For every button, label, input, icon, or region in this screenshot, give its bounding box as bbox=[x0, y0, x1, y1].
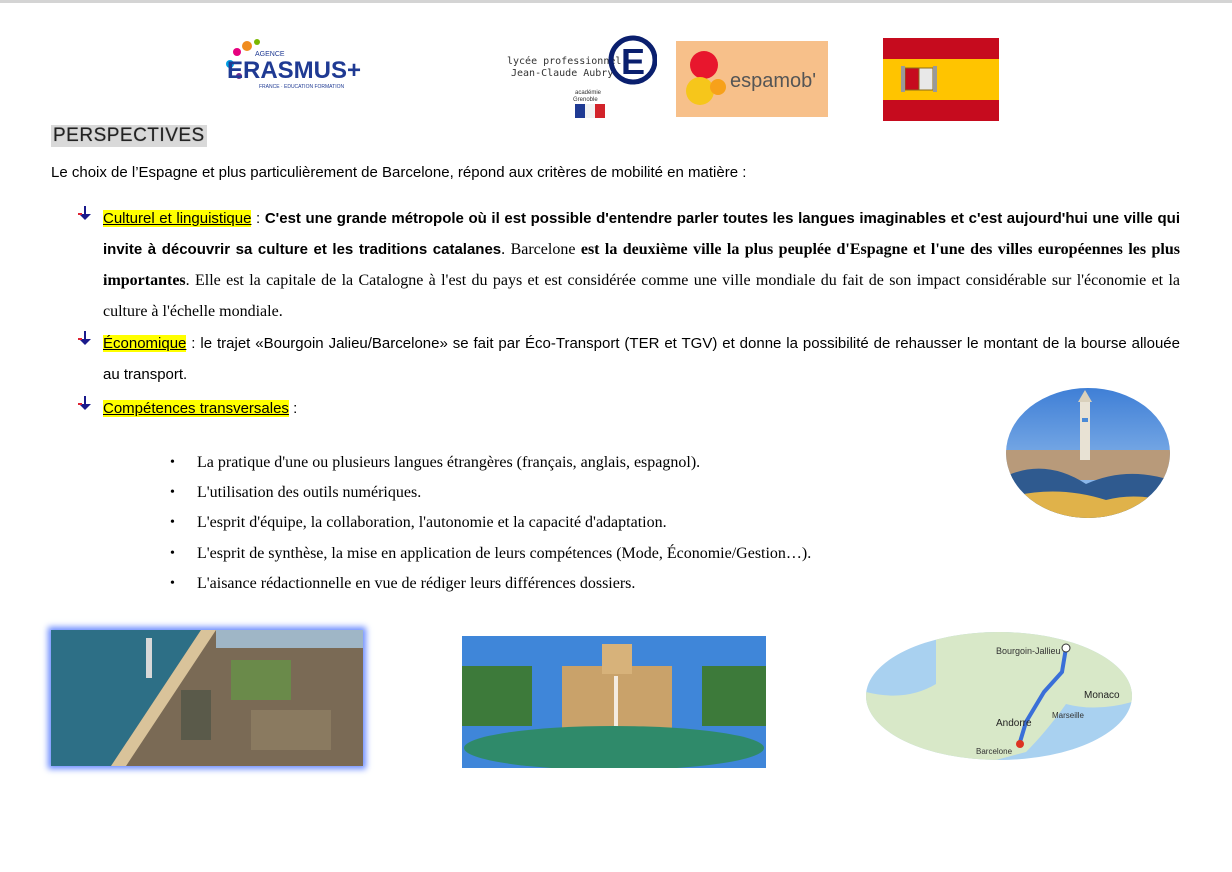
espamob-logo bbox=[676, 41, 828, 117]
barcelona-beach-photo bbox=[51, 630, 363, 766]
map-monaco-label: Monaco bbox=[1084, 690, 1120, 701]
competences-list bbox=[170, 448, 811, 599]
culturel-bold-text: C'est une grande métropole où il est possible d'entendre parler toutes les langues imaginables et c'est aujourd'hui une ville qui invite à découvrir sa culture et les traditions catalanes bbox=[103, 210, 1180, 258]
lycee-e-letter-icon: E bbox=[621, 41, 646, 82]
erasmus-plus-logo bbox=[217, 32, 395, 94]
lycee-academie-text: académie bbox=[575, 90, 602, 96]
bullet-economique-text bbox=[103, 328, 1180, 390]
intro-paragraph: Le choix de l’Espagne et plus particulièrement de Barcelone, répond aux critères de mobilité en matière : bbox=[51, 164, 747, 181]
park-guell-photo bbox=[1006, 388, 1170, 518]
culturel-text-3: . Elle est la capitale de la Catalogne à l'est du pays et est considérée comme une ville mondiale du fait de son impact considérable sur l'économie et la culture à l'échelle mondiale. bbox=[103, 272, 1180, 320]
culturel-text-2: est la deuxième ville la plus peuplée d'Espagne et l'une des villes européennes les plus importantes bbox=[103, 241, 1180, 289]
bullet-culturel-text bbox=[103, 203, 1180, 327]
spain-flag-icon bbox=[883, 38, 999, 121]
culturel-label: Culturel et linguistique bbox=[103, 210, 252, 227]
economique-text: : le trajet «Bourgoin Jalieu/Barcelone» se fait par Éco-Transport (TER et TGV) et donne la possibilité de rehausser le montant de la bourse allouée au transport. bbox=[103, 335, 1180, 383]
list-item: • L'esprit de synthèse, la mise en application de leurs compétences (Mode, Économie/Gestion…). bbox=[170, 539, 811, 569]
lycee-city-text: Grenoble bbox=[573, 97, 598, 103]
espamob-name-text: espamob' bbox=[730, 70, 817, 92]
section-title: PERSPECTIVES bbox=[53, 125, 205, 146]
arrow-bullet-icon bbox=[78, 206, 92, 220]
list-item: • L'aisance rédactionnelle en vue de rédiger leurs différences dossiers. bbox=[170, 569, 811, 599]
top-border bbox=[0, 0, 1232, 3]
bullet-competences bbox=[78, 393, 1180, 424]
erasmus-tagline-text: FRANCE · EDUCATION FORMATION bbox=[259, 84, 345, 90]
map-bourgoin-label: Bourgoin-Jallieu bbox=[996, 646, 1061, 656]
cascada-fountain-photo bbox=[462, 636, 766, 768]
arrow-bullet-icon bbox=[78, 396, 92, 410]
bullet-culturel bbox=[78, 203, 1180, 327]
erasmus-agence-text: AGENCE bbox=[255, 51, 285, 58]
lycee-line2-text: Jean-Claude Aubry bbox=[511, 68, 614, 79]
map-barcelone-label: Barcelone bbox=[976, 747, 1013, 756]
list-item: • L'esprit d'équipe, la collaboration, l'autonomie et la capacité d'adaptation. bbox=[170, 508, 811, 538]
list-item: • L'utilisation des outils numériques. bbox=[170, 478, 811, 508]
bullet-economique bbox=[78, 328, 1180, 390]
competences-text: : bbox=[288, 400, 298, 417]
arrow-bullet-icon bbox=[78, 331, 92, 345]
competences-label: Compétences transversales bbox=[103, 400, 289, 417]
route-map bbox=[866, 632, 1132, 760]
list-item: • La pratique d'une ou plusieurs langues étrangères (français, anglais, espagnol). bbox=[170, 448, 811, 478]
culturel-text-1: . Barcelone bbox=[501, 241, 581, 258]
lycee-logo bbox=[505, 32, 657, 124]
economique-label: Économique bbox=[103, 335, 187, 352]
culturel-sep: : bbox=[251, 210, 265, 227]
map-marseille-label: Marseille bbox=[1052, 711, 1085, 720]
erasmus-name-text: ERASMUS+ bbox=[227, 57, 362, 84]
lycee-line1-text: lycée professionnel bbox=[507, 56, 622, 67]
map-andorre-label: Andorre bbox=[996, 718, 1032, 729]
